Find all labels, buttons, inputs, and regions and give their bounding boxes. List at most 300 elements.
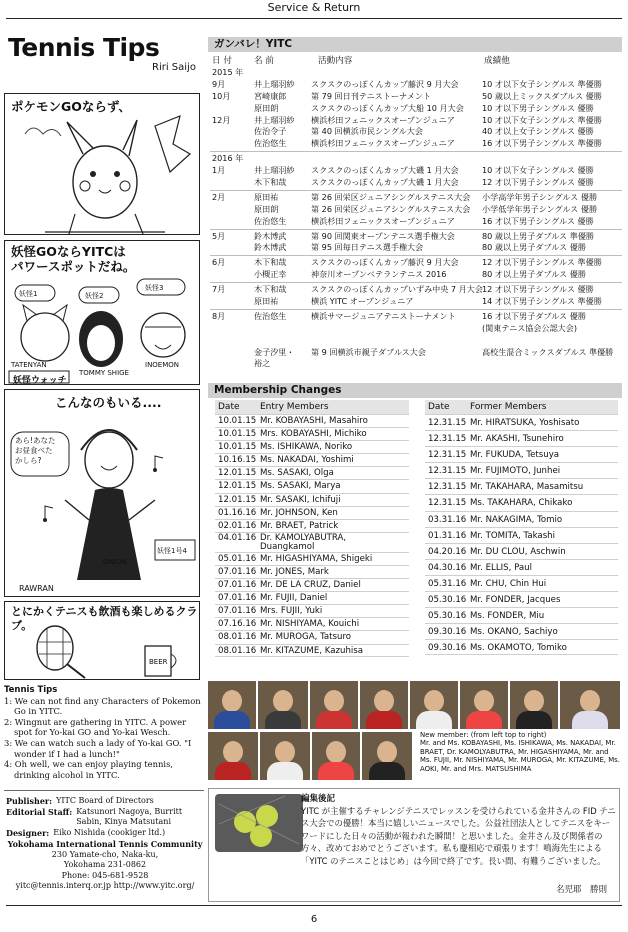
entry-member-name-line: Ms. SASAKI, Marya [260, 481, 341, 492]
former-name-header: Former Members [470, 402, 547, 412]
entry-member-name-line: Mr. BRAET, Patrick [260, 520, 339, 531]
entry-member-name-line: Mr. SASAKI, Ichifuji [260, 494, 341, 505]
new-member-caption: New member: (from left top to right) Mr. and Ms. KOBAYASHI, Ms. ISHIKAWA, Ms. NAKADAI, Mr. BRAET, Dr. KAMOLYABUTRA, Mr. HIGASHIYAMA, Mr. and Ms. FUJII, Mr. NISHIYAMA, Mr. MUROGA, Mr. KITAZUME, Ms. AOKI, Mr. and Mrs. MATSUSHIMA [420, 731, 620, 773]
yitc-name: 宮崎康郎 [254, 90, 287, 101]
phone: Phone: 045-681-9528 [61, 870, 149, 880]
entry-member-name-line: Dr. KAMOLYABUTRA, [260, 532, 347, 543]
former-member-name-line: Ms. OKAMOTO, Tomiko [470, 643, 567, 654]
yitc-result: 小学高学年男子シングルス 優勝 [482, 191, 598, 202]
comic-panel-1 [4, 93, 200, 235]
entry-member-name-line: Mr. FUJII, Daniel [260, 593, 328, 604]
entry-member-name [260, 534, 409, 552]
yitc-name: 裕之 [254, 358, 271, 369]
entry-member-name [260, 645, 409, 656]
yitc-result: 40 才以上女子シングルス 優勝 [482, 126, 594, 137]
former-member-name-line: Ms. FONDER, Miu [470, 611, 545, 622]
entry-members-table [215, 400, 409, 657]
yitc-event: 第 26 回栄区ジュニアシングルステニス大会 [311, 191, 471, 202]
former-member-name-line: Ms. TAKAHARA, Chikako [470, 498, 573, 509]
yitc-heading: ガンバレ！YITC [208, 37, 622, 52]
yitc-result-row [210, 358, 622, 370]
comic-panel-2 [4, 240, 200, 385]
yitc-result: 50 歳以上ミックスダブルス 優勝 [482, 90, 602, 101]
member-portrait [310, 681, 358, 729]
entry-member-date: 04.01.16 [218, 532, 257, 543]
note-4: 4: Oh well, we can enjoy playing tennis, drinking alcohol in YITC. [4, 759, 174, 780]
yitc-name: 原田祐 [254, 296, 279, 307]
entry-member-name [260, 454, 409, 466]
entry-member-row [215, 466, 409, 479]
entry-member-name [260, 553, 409, 565]
notes-title: Tennis Tips [4, 685, 58, 695]
note-3: 3: We can watch such a lady of Yo-kai GO. "I wonder if I had a lunch!" [4, 737, 192, 759]
former-member-row [425, 607, 618, 623]
yitc-result: 10 才以下男子シングルス 優勝 [482, 102, 594, 113]
member-portrait [208, 681, 256, 729]
entry-member-name [260, 494, 409, 506]
page-number: 6 [310, 914, 318, 925]
yitc-result-row [210, 177, 622, 189]
yitc-event: 横浜杉田フェニックスオープンジュニア [311, 215, 455, 226]
yitc-col-date: 日 付 [212, 56, 232, 66]
former-member-row [425, 478, 618, 494]
yokai-label-1: 妖怪1 [19, 290, 38, 298]
entry-member-row [215, 440, 409, 453]
entry-date-header: Date [218, 402, 240, 412]
staff-label: Editorial Staff: [6, 806, 73, 817]
entry-member-name-line: Ms. NAKADAI, Yoshimi [260, 455, 354, 466]
yitc-result: 10 才以下女子シングルス 準優勝 [482, 114, 602, 125]
editorial-text: YITC が主催するチャレンジテニスでレッスンを受けられている金井さんの FID テニス大会での優勝！本当に嬉しいニュースでした。公益社団法人としてテニスをキーワードにした日々の活動が報われた瞬間！と思いました。金井さん及び関係者の方々、改めておめでとうございます。私も慶相応で頑張ります！鳴海先生による「YITC のテニスことはじめ」は今回で終了です。長い間、有難うございました。 [301, 806, 616, 866]
former-member-name-line: Mr. NAKAGIMA, Tomio [470, 514, 563, 525]
former-member-date: 12.31.15 [428, 498, 467, 509]
entry-member-row [215, 644, 409, 657]
entry-member-row [215, 617, 409, 630]
entry-member-name [260, 441, 409, 453]
yitc-result-row [210, 115, 622, 127]
entry-member-row [215, 604, 409, 617]
entry-member-row [215, 427, 409, 440]
publisher-divider [4, 790, 204, 791]
comic-caption-2: 妖怪GOならYITCは パワースポットだね。 [11, 244, 136, 274]
yitc-result-row [210, 311, 622, 323]
yitc-date: 10月 [212, 90, 231, 101]
former-members-table [425, 400, 618, 655]
yitc-result-row [210, 204, 622, 216]
former-member-date: 12.31.15 [428, 450, 467, 461]
entry-member-date: 10.01.15 [218, 429, 257, 440]
yitc-date: 6月 [212, 257, 226, 268]
yitc-result-row [210, 231, 622, 243]
entry-member-row [215, 453, 409, 466]
yitc-result: 10 才以下女子シングルス 準優勝 [482, 78, 602, 89]
yitc-event: 第 79 回日刊テニストーナメント [311, 90, 432, 101]
comic-caption-1: ポケモンGOならず、 [11, 99, 131, 114]
publisher-value: YITC Board of Directors [56, 796, 154, 805]
former-member-row [425, 559, 618, 575]
entry-member-name-line: Mr. NISHIYAMA, Kouichi [260, 619, 360, 630]
former-member-name [470, 640, 618, 654]
tennis-tips-notes [4, 685, 204, 780]
former-member-name [470, 495, 618, 510]
former-header-row [425, 400, 618, 414]
yitc-result-row [210, 296, 622, 308]
member-portrait [410, 681, 458, 729]
former-member-date: 12.31.15 [428, 418, 467, 428]
former-member-date: 12.31.15 [428, 466, 467, 477]
yitc-event: 横浜サマージュニアテニストーナメント [311, 310, 456, 321]
entry-member-date: 02.01.16 [218, 520, 257, 531]
entry-member-name-line: Ms. ISHIKAWA, Noriko [260, 442, 353, 453]
yitc-date: 2月 [212, 191, 226, 202]
yitc-name: 木下和哉 [254, 177, 287, 188]
yitc-event: 神奈川オープンベテランテニス 2016 [311, 269, 447, 280]
former-member-name-line: Mr. TAKAHARA, Masamitsu [470, 482, 584, 493]
entry-member-date: 07.16.16 [218, 619, 257, 630]
editorial-box [208, 788, 620, 902]
former-member-name-line: Ms. OKANO, Sachiyo [470, 627, 558, 638]
yitc-event: 第 9 回横浜市親子ダブルス大会 [311, 346, 426, 357]
yokai-label-2: 妖怪2 [85, 292, 104, 300]
member-portrait [260, 732, 310, 780]
entry-member-name [260, 566, 409, 578]
note-2: 2: Wingnut are gathering in YITC. A power spot for Yo-kai GO and Yo-kai Wesch. [4, 716, 187, 738]
yitc-name: 木下和哉 [254, 257, 287, 268]
entry-member-name-line: Mr. DE LA CRUZ, Daniel [260, 580, 361, 591]
former-member-date: 09.30.16 [428, 627, 467, 638]
staff-value: Katsunori Nagoya, Burritt Sabin, Kinya Matsutani [76, 806, 183, 826]
yitc-event: スクスクのっぽくんカップ大磯 1 月大会 [311, 165, 459, 176]
yitc-event: 第 90 回関東オープンテニス選手権大会 [311, 230, 455, 241]
entry-member-date: 08.01.16 [218, 645, 257, 656]
yitc-name: 木下和哉 [254, 284, 287, 295]
entry-member-row [215, 519, 409, 532]
yitc-event: スクスクのっぽくんカップ大船 10 月大会 [311, 102, 464, 113]
entry-member-date: 07.01.16 [218, 606, 257, 617]
former-member-name-line: Mr. FUJIMOTO, Junhei [470, 466, 561, 477]
former-member-name-line: Mr. FONDER, Jacques [470, 595, 561, 606]
note-1: 1: We can not find any Characters of Pokemon Go in YITC. [4, 695, 201, 717]
former-member-name [470, 624, 618, 639]
yitc-col-result: 成績他 [484, 56, 510, 66]
former-member-name-line: Mr. ELLIS, Paul [470, 562, 532, 573]
tennis-tips-author: Riri Saijo [152, 62, 196, 73]
yitc-event: 第 26 回栄区ジュニアシングルステニス大会 [311, 203, 471, 214]
tatenyan-label: TATENYAN [11, 361, 47, 369]
entry-member-name-line: Mr. KITAZUME, Kazuhisa [260, 645, 364, 656]
yitc-result: 10 才以下女子シングルス 優勝 [482, 165, 594, 176]
member-portrait [460, 681, 508, 729]
yitc-result-row [210, 347, 622, 359]
entry-member-name-line: Mr. HIGASHIYAMA, Shigeki [260, 553, 373, 564]
yitc-event: 第 95 回毎日テニス選手権大会 [311, 242, 424, 253]
yitc-name: 佐治令子 [254, 126, 287, 137]
entry-header-row [215, 400, 409, 414]
yitc-result: 14 才以下男子シングルス 準優勝 [482, 296, 602, 307]
member-portrait [312, 732, 360, 780]
former-member-row [425, 639, 618, 655]
entry-member-row [215, 591, 409, 604]
entry-member-name [260, 579, 409, 591]
yitc-name: 原田朗 [254, 102, 279, 113]
yitc-result: 80 才以上男子ダブルス 優勝 [482, 269, 586, 280]
yitc-date: 8月 [212, 310, 226, 321]
former-member-name [470, 447, 618, 462]
former-member-date: 05.31.16 [428, 578, 467, 589]
entry-member-row [215, 414, 409, 427]
former-member-name-line: Mr. AKASHI, Tsunehiro [470, 434, 564, 445]
contact-links[interactable]: yitc@tennis.interq.or.jp http://www.yitc.org/ [15, 881, 195, 890]
address-line-2: Yokohama 231-0862 [63, 860, 147, 869]
entry-member-name [260, 592, 409, 604]
yitc-name: 佐治悠生 [254, 215, 287, 226]
entry-member-date: 07.01.16 [218, 580, 257, 591]
entry-member-name-line: Mr. MUROGA, Tatsuro [260, 632, 352, 643]
publisher-label: Publisher: [6, 796, 53, 806]
comic-panel-3 [4, 389, 200, 597]
member-portrait [510, 681, 558, 729]
yitc-event: 第 40 回横浜市民シングル大会 [311, 126, 423, 137]
association-name: Yokohama International Tennis Community [7, 839, 203, 849]
top-rule [6, 18, 622, 19]
former-member-row [425, 527, 618, 543]
member-portrait [360, 681, 408, 729]
yokai-label-4: 妖怪1号4 [157, 547, 187, 555]
yitc-result: 12 才以下男子シングルス 優勝 [482, 284, 594, 295]
former-member-date: 03.31.16 [428, 514, 467, 525]
former-member-date: 12.31.15 [428, 434, 467, 445]
entry-member-name-line: Mr. KOBAYASHI, Masahiro [260, 416, 368, 426]
former-member-row [425, 462, 618, 478]
yitc-name: 原田祐 [254, 191, 279, 202]
entry-member-name [260, 631, 409, 643]
former-member-row [425, 575, 618, 591]
former-member-row [425, 494, 618, 510]
yitc-result: 12 才以下男子シングルス 優勝 [482, 177, 594, 188]
yitc-result: 12 才以下男子シングルス 準優勝 [482, 257, 602, 268]
yitc-name: 鈴木博武 [254, 242, 287, 253]
tommy-label: TOMMY SHIGE [79, 369, 129, 377]
yitc-result-row [210, 284, 622, 296]
yitc-year: 2015 年 [212, 67, 244, 77]
yitc-col-event: 活動内容 [318, 56, 353, 66]
yitc-result-row [210, 242, 622, 254]
entry-member-date: 12.01.15 [218, 468, 257, 479]
yitc-name: 井上瑠羽紗 [254, 78, 295, 89]
beer-label: BEER [149, 658, 168, 666]
yitc-result-row [210, 79, 622, 91]
yitc-result: 16 才以下男子ダブルス 優勝 [482, 310, 586, 321]
tennis-tips-title: Tennis Tips [8, 33, 160, 62]
yitc-name: 原田朗 [254, 203, 279, 214]
comic-caption-3: こんなのもいる.... [55, 395, 162, 410]
yitc-col-name: 名 前 [254, 56, 274, 66]
entry-member-row [215, 493, 409, 506]
former-member-date: 12.31.15 [428, 482, 467, 493]
former-member-name [470, 608, 618, 623]
inoemon-label: INOEMON [145, 361, 180, 369]
entry-member-date: 07.01.16 [218, 593, 257, 604]
entry-member-date: 05.01.16 [218, 553, 257, 564]
entry-member-date: 08.01.16 [218, 632, 257, 643]
entry-member-name [260, 467, 409, 479]
yitc-result-row [210, 91, 622, 103]
yitc-result-row [210, 269, 622, 281]
membership-heading: Membership Changes [208, 383, 622, 398]
entry-member-date: 12.01.15 [218, 481, 257, 492]
entry-member-name-line: Mrs. KOBAYASHI, Michiko [260, 429, 367, 440]
former-member-row [425, 543, 618, 559]
member-portrait [362, 732, 412, 780]
entry-member-name [260, 618, 409, 630]
former-member-name [470, 431, 618, 446]
entry-member-date: 10.01.15 [218, 416, 257, 426]
entry-member-name [260, 605, 409, 617]
yitc-name: 佐治悠生 [254, 138, 287, 149]
yitc-year: 2016 年 [212, 153, 244, 164]
yitc-name: 井上瑠羽紗 [254, 114, 295, 125]
former-date-header: Date [428, 402, 450, 412]
former-member-name-line: Mr. HIRATSUKA, Yoshisato [470, 418, 580, 428]
former-member-name [470, 544, 618, 559]
yokai-watch-label: 妖怪ウォッチ [13, 376, 67, 385]
tennis-balls-photo [215, 794, 303, 852]
former-member-name-line: Mr. TOMITA, Takashi [470, 530, 556, 541]
page-header: Service & Return [267, 1, 361, 14]
entry-member-name [260, 480, 409, 492]
yitc-result-row [210, 103, 622, 115]
former-member-name [470, 576, 618, 591]
yitc-result-row [210, 138, 622, 150]
former-member-name [470, 512, 618, 527]
former-member-date: 09.30.16 [428, 643, 467, 654]
former-member-name-line: Mr. DU CLOU, Aschwin [470, 546, 566, 557]
yitc-result-row [210, 165, 622, 177]
bottom-rule [6, 905, 622, 906]
yitc-result: 16 才以下男子シングルス 準優勝 [482, 138, 602, 149]
yitc-result: 80 歳以上男子ダブルス 準優勝 [482, 230, 595, 241]
former-member-name-line: Mr. CHU, Chin Hui [470, 578, 547, 589]
entry-name-header: Entry Members [260, 402, 329, 412]
yitc-name: 佐治悠生 [254, 310, 287, 321]
entry-member-row [215, 479, 409, 492]
entry-member-row [215, 565, 409, 578]
former-member-name [470, 479, 618, 494]
address-line-1: 230 Yamate-cho, Naka-ku, [51, 849, 159, 859]
entry-member-name [260, 520, 409, 532]
yitc-result: 80 歳以上男子ダブルス 優勝 [482, 242, 586, 253]
yitc-name: 小槻正幸 [254, 269, 287, 280]
former-member-name [470, 560, 618, 575]
entry-member-row [215, 532, 409, 552]
former-member-row [425, 511, 618, 527]
former-member-row [425, 623, 618, 639]
entry-member-name [260, 428, 409, 440]
yitc-result-row [210, 335, 622, 347]
designer-label: Designer: [6, 827, 50, 838]
entry-member-name-line-2: Duangkamol [260, 542, 315, 553]
comic-caption-4: とにかくテニスも飲酒も楽しめるクラブ。 [11, 605, 198, 632]
yitc-result: 小学低学年男子シングルス 優勝 [482, 203, 598, 214]
yitc-name: 金子汐里・ [254, 346, 295, 357]
yitc-year-row [210, 153, 622, 165]
yitc-event: スクスクのっぽくんカップ大磯 1 月大会 [311, 177, 459, 188]
yitc-event: 横浜 YITC オープンジュニア [311, 296, 414, 307]
yitc-result-row [210, 257, 622, 269]
editorial-title: 編集後記 [301, 794, 336, 804]
onion-label: ONION [103, 558, 127, 566]
entry-member-date: 12.01.15 [218, 494, 257, 505]
yitc-name: 鈴木博武 [254, 230, 287, 241]
former-member-row [425, 414, 618, 430]
former-member-date: 04.30.16 [428, 562, 467, 573]
lady-speech-bubble: あら!あなた お昼食べた かしら? [15, 436, 56, 465]
entry-member-date: 01.16.16 [218, 507, 257, 518]
entry-member-date: 10.16.15 [218, 455, 257, 466]
former-member-date: 05.30.16 [428, 611, 467, 622]
yitc-result: 高校生混合ミックスダブルス 準優勝 [482, 346, 614, 357]
entry-member-name-line: Ms. SASAKI, Olga [260, 468, 334, 479]
yitc-date: 5月 [212, 230, 226, 241]
entry-member-name-line: Mr. JONES, Mark [260, 566, 329, 577]
yitc-date: 12月 [212, 114, 231, 125]
yitc-event: スクスクのっぽくんカップいずみ中央 7 月大会 [311, 284, 483, 295]
yitc-date: 1月 [212, 165, 226, 176]
yokai-label-3: 妖怪3 [145, 284, 164, 292]
yitc-result-row [210, 126, 622, 138]
entry-member-row [215, 552, 409, 565]
entry-member-row [215, 506, 409, 519]
publisher-block [6, 796, 204, 892]
former-member-date: 01.31.16 [428, 530, 467, 541]
entry-member-name-line: Mrs. FUJII, Yuki [260, 606, 323, 617]
yitc-event: 横浜杉田フェニックスオープンジュニア [311, 114, 455, 125]
yitc-event: スクスクのっぽくんカップ藤沢 9 月大会 [311, 257, 459, 268]
former-member-date: 04.20.16 [428, 546, 467, 557]
pikachu-drawing [5, 94, 200, 235]
editorial-signature: 名児耶 勝則 [555, 885, 607, 895]
entry-member-date: 10.01.15 [218, 442, 257, 453]
yitc-year-row [210, 67, 622, 79]
former-member-name [470, 415, 618, 430]
entry-member-name-line: Mr. JOHNSON, Ken [260, 507, 338, 518]
entry-member-row [215, 578, 409, 591]
yitc-result-row [210, 192, 622, 204]
yitc-event: スクスクのっぽくんカップ藤沢 9 月大会 [311, 78, 459, 89]
yitc-event: 横浜杉田フェニックスオープンジュニア [311, 138, 455, 149]
yitc-result-row [210, 216, 622, 228]
former-member-row [425, 591, 618, 607]
designer-value: Eiko Nishida (cookiger ltd.) [53, 827, 166, 837]
yitc-date: 9月 [212, 78, 226, 89]
member-portrait [258, 681, 308, 729]
former-member-date: 05.30.16 [428, 595, 467, 606]
comic-panel-4 [4, 601, 200, 680]
entry-member-row [215, 630, 409, 643]
entry-member-date: 07.01.16 [218, 566, 257, 577]
former-member-row [425, 430, 618, 446]
former-member-name [470, 528, 618, 543]
former-member-name [470, 463, 618, 478]
former-member-name [470, 592, 618, 607]
yitc-date: 7月 [212, 284, 226, 295]
former-member-name-line: Mr. FUKUDA, Tetsuya [470, 450, 560, 461]
yitc-name: 井上瑠羽紗 [254, 165, 295, 176]
entry-member-name [260, 507, 409, 519]
member-portrait [208, 732, 258, 780]
yitc-result-row [210, 323, 622, 335]
yitc-result: 16 才以下男子シングルス 優勝 [482, 215, 594, 226]
